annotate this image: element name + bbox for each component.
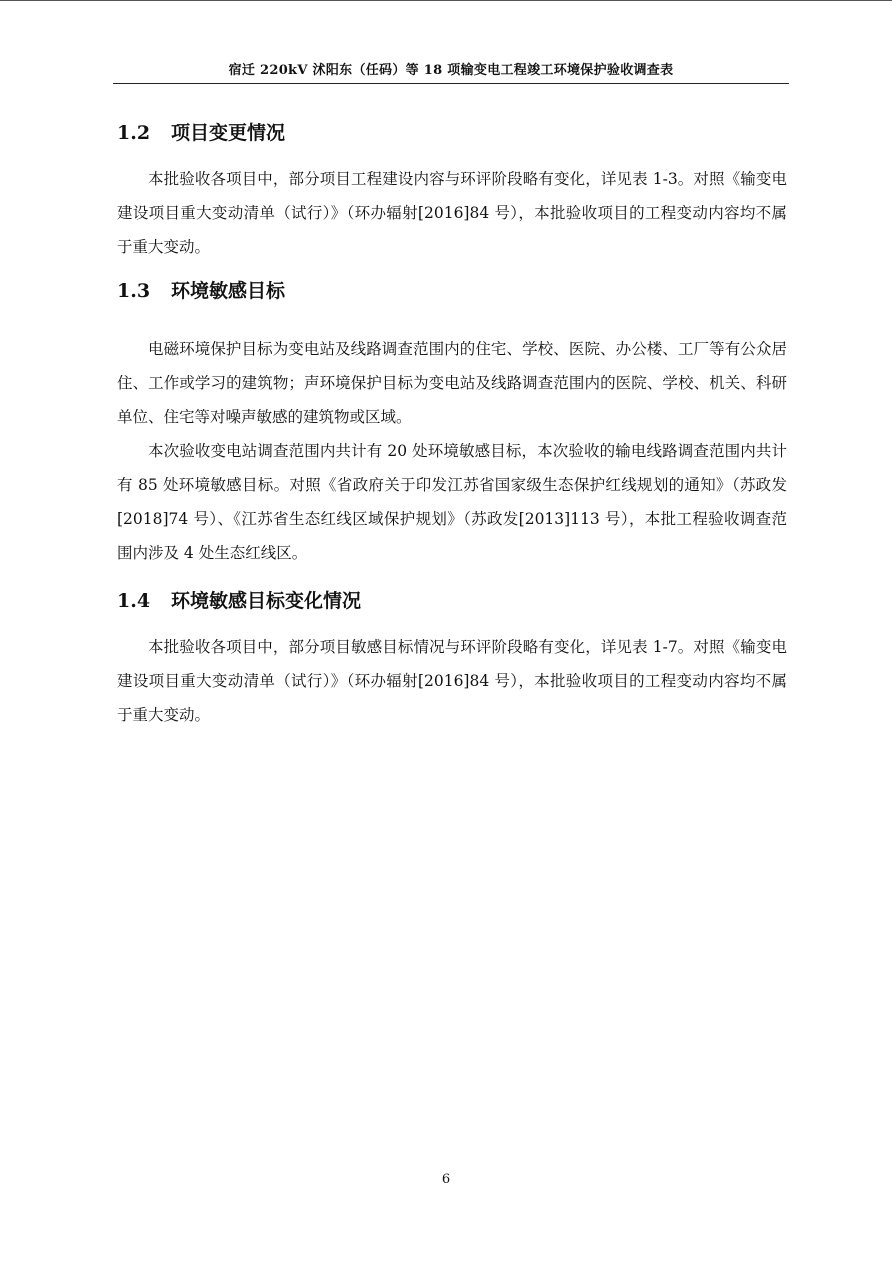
paragraph: 本次验收变电站调查范围内共计有 20 处环境敏感目标，本次验收的输电线路调查范围内共计有 85 处环境敏感目标。对照《省政府关于印发江苏省国家级生态保护红线规划的通知》（苏政发[2018]74 号）、《江苏省生态红线区域保护规划》（苏政发[2013]113 号），本批工程验收调查范围内涉及 4 处生态红线区。	[117, 442, 787, 562]
section-heading-1-3	[117, 278, 285, 304]
header-rule	[113, 83, 789, 84]
section-number: 1.4	[117, 590, 151, 612]
section-body-1-2	[117, 162, 787, 264]
section-title: 环境敏感目标变化情况	[171, 590, 362, 612]
section-body-1-4	[117, 630, 787, 732]
page-top-border	[0, 0, 892, 1]
paragraph: 本批验收各项目中，部分项目敏感目标情况与环评阶段略有变化，详见表 1-7。对照《输变电建设项目重大变动清单（试行）》（环办辐射[2016]84 号），本批验收项目的工程变动内容均不属于重大变动。	[117, 638, 787, 724]
running-header: 宿迁 220kV 沭阳东（任码）等 18 项输变电工程竣工环境保护验收调查表	[228, 63, 674, 78]
section-number: 1.2	[117, 122, 151, 144]
section-body-1-3	[117, 332, 787, 570]
section-title: 环境敏感目标	[171, 280, 286, 302]
section-heading-1-4	[117, 588, 361, 614]
page-number: 6	[441, 1172, 451, 1187]
section-number: 1.3	[117, 280, 151, 302]
section-title: 项目变更情况	[171, 122, 286, 144]
section-heading-1-2	[117, 120, 285, 146]
paragraph: 电磁环境保护目标为变电站及线路调查范围内的住宅、学校、医院、办公楼、工厂等有公众居住、工作或学习的建筑物；声环境保护目标为变电站及线路调查范围内的医院、学校、机关、科研单位、住宅等对噪声敏感的建筑物或区域。	[117, 340, 787, 426]
paragraph: 本批验收各项目中，部分项目工程建设内容与环评阶段略有变化，详见表 1-3。对照《输变电建设项目重大变动清单（试行）》（环办辐射[2016]84 号），本批验收项目的工程变动内容均不属于重大变动。	[117, 170, 787, 256]
